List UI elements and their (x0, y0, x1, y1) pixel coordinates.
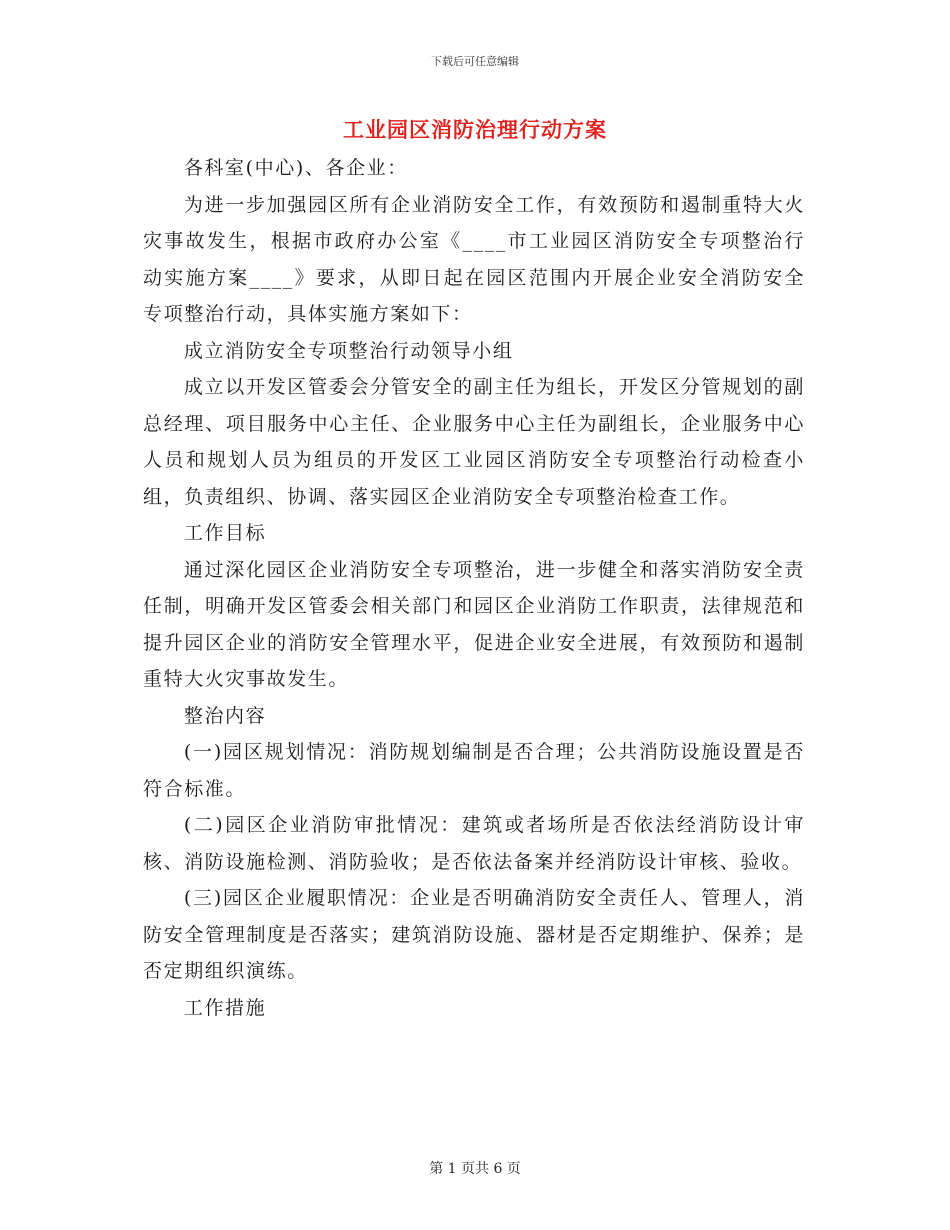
content-item-1: (一)园区规划情况：消防规划编制是否合理；公共消防设施设置是否符合标准。 (143, 741, 805, 800)
section-heading-measures: 工作措施 (183, 996, 267, 1019)
document-body (143, 150, 805, 1026)
page-number: 第 1 页共 6 页 (429, 1161, 521, 1177)
salutation: 各科室(中心)、各企业： (183, 157, 408, 179)
leadership-paragraph: 成立以开发区管委会分管安全的副主任为组长，开发区分管规划的副总经理、项目服务中心主任、企业服务中心主任为副组长，企业服务中心人员和规划人员为组员的开发区工业园区消防安全专项整治行动检查小组，负责组织、协调、落实园区企业消防安全专项整治检查工作。 (143, 376, 805, 508)
intro-paragraph: 为进一步加强园区所有企业消防安全工作，有效预防和遏制重特大火灾事故发生，根据市政府办公室《____市工业园区消防安全专项整治行动实施方案____》要求，从即日起在园区范围内开展企业安全消防安全专项整治行动，具体实施方案如下： (143, 193, 805, 325)
content-item-2: (二)园区企业消防审批情况：建筑或者场所是否依法经消防设计审核、消防设施检测、消防验收；是否依法备案并经消防设计审核、验收。 (143, 814, 805, 873)
section-heading-goals: 工作目标 (183, 522, 267, 544)
section-heading-leadership: 成立消防安全专项整治行动领导小组 (183, 339, 514, 362)
document-title: 工业园区消防治理行动方案 (343, 117, 607, 142)
section-heading-content: 整治内容 (183, 704, 267, 727)
header-note: 下载后可任意编辑 (431, 55, 519, 68)
content-item-3: (三)园区企业履职情况：企业是否明确消防安全责任人、管理人，消防安全管理制度是否落实；建筑消防设施、器材是否定期维护、保养；是否定期组织演练。 (143, 887, 805, 982)
goals-paragraph: 通过深化园区企业消防安全专项整治，进一步健全和落实消防安全责任制，明确开发区管委会相关部门和园区企业消防工作职责，法律规范和提升园区企业的消防安全管理水平，促进企业安全进展，有效预防和遏制重特大火灾事故发生。 (143, 558, 805, 690)
